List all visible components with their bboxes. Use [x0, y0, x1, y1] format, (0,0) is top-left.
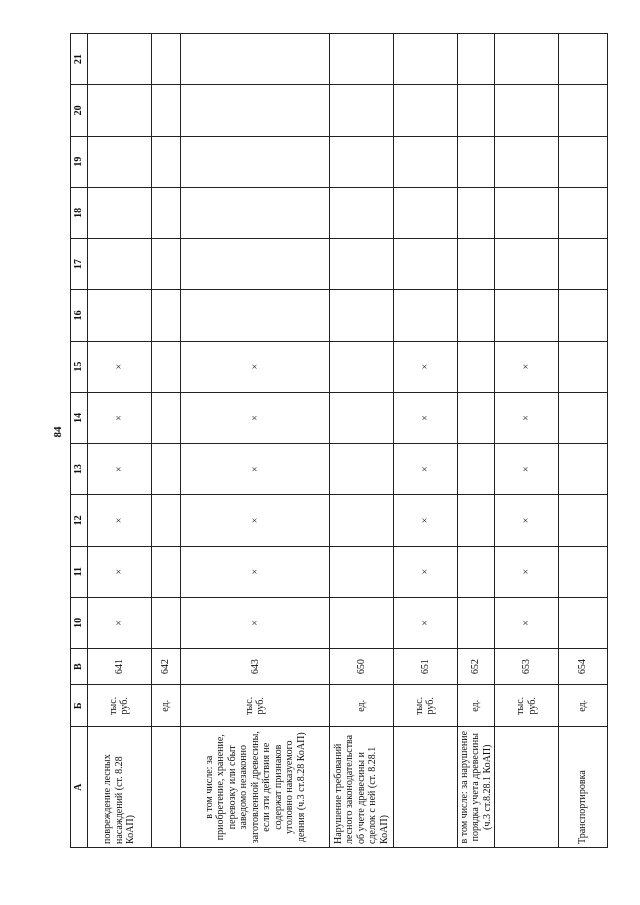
- line-code-cell: 651: [393, 649, 457, 685]
- value-cell: [330, 392, 394, 443]
- unit-cell: тыс. руб.: [393, 685, 457, 727]
- line-code-cell: 654: [559, 649, 608, 685]
- value-cell: ×: [495, 392, 559, 443]
- table-row: [88, 34, 152, 848]
- value-cell: [457, 290, 495, 341]
- header-cell: 20: [71, 85, 88, 136]
- value-cell: [151, 239, 181, 290]
- indicator-name-cell: в том числе: за приобретение, хранение, перевозку или сбыт заведомо незаконно заготовленной древесины, если эти действия не содержат признаков уголовно наказуемого деяния (ч.3 ст.8.28 КоАП): [181, 727, 330, 848]
- value-cell: [88, 239, 152, 290]
- value-cell: [559, 597, 608, 648]
- table-row: [181, 34, 330, 848]
- value-cell: [151, 85, 181, 136]
- value-cell: ×: [181, 495, 330, 546]
- value-cell: [151, 392, 181, 443]
- unit-cell: тыс. руб.: [88, 685, 152, 727]
- value-cell: ×: [393, 495, 457, 546]
- line-code-cell: 641: [88, 649, 152, 685]
- table-row: [457, 34, 495, 848]
- value-cell: ×: [495, 495, 559, 546]
- value-cell: [330, 85, 394, 136]
- table-row: [151, 34, 181, 848]
- value-cell: ×: [393, 546, 457, 597]
- value-cell: ×: [181, 444, 330, 495]
- value-cell: [457, 136, 495, 187]
- value-cell: ×: [181, 597, 330, 648]
- table-body: [88, 34, 608, 848]
- value-cell: [181, 34, 330, 85]
- header-cell: В: [71, 649, 88, 685]
- table-row: [330, 34, 394, 848]
- statistics-table: [70, 33, 608, 848]
- unit-cell: ед.: [151, 685, 181, 727]
- value-cell: [181, 187, 330, 238]
- value-cell: [330, 187, 394, 238]
- value-cell: [151, 495, 181, 546]
- value-cell: ×: [88, 341, 152, 392]
- value-cell: [88, 85, 152, 136]
- value-cell: [559, 239, 608, 290]
- value-cell: [559, 136, 608, 187]
- value-cell: [181, 136, 330, 187]
- value-cell: ×: [88, 392, 152, 443]
- value-cell: [495, 239, 559, 290]
- value-cell: ×: [393, 392, 457, 443]
- value-cell: [559, 341, 608, 392]
- value-cell: [559, 444, 608, 495]
- value-cell: [151, 136, 181, 187]
- value-cell: ×: [495, 597, 559, 648]
- value-cell: ×: [393, 444, 457, 495]
- value-cell: [330, 290, 394, 341]
- value-cell: [88, 34, 152, 85]
- value-cell: [88, 187, 152, 238]
- unit-cell: ед.: [457, 685, 495, 727]
- value-cell: [457, 239, 495, 290]
- value-cell: [559, 85, 608, 136]
- header-row: [71, 34, 88, 848]
- value-cell: [457, 597, 495, 648]
- value-cell: [330, 341, 394, 392]
- unit-cell: тыс. руб.: [495, 685, 559, 727]
- value-cell: [559, 495, 608, 546]
- value-cell: [151, 34, 181, 85]
- rotated-table-frame: [70, 33, 608, 848]
- header-cell: 15: [71, 341, 88, 392]
- indicator-name-cell: в том числе: за нарушение порядка учета древесины (ч.3 ст.8.28.1 КоАП): [457, 727, 495, 848]
- value-cell: [457, 495, 495, 546]
- value-cell: ×: [393, 597, 457, 648]
- value-cell: [330, 597, 394, 648]
- indicator-name-cell: Нарушение требований лесного законодательства об учете древесины и сделок с ней (ст. 8.28.1 КоАП): [330, 727, 394, 848]
- value-cell: [457, 34, 495, 85]
- value-cell: [457, 187, 495, 238]
- value-cell: [330, 34, 394, 85]
- header-cell: 13: [71, 444, 88, 495]
- value-cell: [457, 341, 495, 392]
- value-cell: [457, 546, 495, 597]
- value-cell: ×: [181, 392, 330, 443]
- value-cell: [393, 136, 457, 187]
- value-cell: [393, 34, 457, 85]
- line-code-cell: 652: [457, 649, 495, 685]
- value-cell: ×: [88, 546, 152, 597]
- value-cell: [181, 85, 330, 136]
- header-cell: 17: [71, 239, 88, 290]
- value-cell: [559, 34, 608, 85]
- value-cell: [559, 392, 608, 443]
- unit-cell: тыс. руб.: [181, 685, 330, 727]
- table-row: [559, 34, 608, 848]
- value-cell: ×: [88, 495, 152, 546]
- page-number: 84: [52, 426, 64, 438]
- unit-cell: ед.: [559, 685, 608, 727]
- value-cell: ×: [181, 546, 330, 597]
- value-cell: [559, 546, 608, 597]
- value-cell: ×: [88, 444, 152, 495]
- indicator-name-cell: [393, 727, 457, 848]
- line-code-cell: 642: [151, 649, 181, 685]
- value-cell: [330, 495, 394, 546]
- header-cell: 12: [71, 495, 88, 546]
- value-cell: ×: [181, 341, 330, 392]
- value-cell: ×: [495, 341, 559, 392]
- value-cell: [559, 290, 608, 341]
- value-cell: [393, 85, 457, 136]
- table-container: [70, 33, 608, 848]
- value-cell: [495, 290, 559, 341]
- value-cell: [457, 392, 495, 443]
- value-cell: [495, 187, 559, 238]
- value-cell: [393, 290, 457, 341]
- value-cell: [151, 444, 181, 495]
- header-cell: 14: [71, 392, 88, 443]
- table-row: [495, 34, 559, 848]
- value-cell: [393, 187, 457, 238]
- value-cell: [330, 136, 394, 187]
- header-cell: А: [71, 727, 88, 848]
- value-cell: [330, 546, 394, 597]
- value-cell: [181, 239, 330, 290]
- header-cell: 11: [71, 546, 88, 597]
- value-cell: [151, 290, 181, 341]
- value-cell: [457, 85, 495, 136]
- header-cell: 21: [71, 34, 88, 85]
- value-cell: [495, 136, 559, 187]
- indicator-name-cell: [495, 727, 559, 848]
- value-cell: ×: [393, 341, 457, 392]
- value-cell: [457, 444, 495, 495]
- value-cell: [88, 136, 152, 187]
- line-code-cell: 643: [181, 649, 330, 685]
- indicator-name-cell: повреждение лесных насаждений (ст. 8.28 КоАП): [88, 727, 152, 848]
- header-cell: 18: [71, 187, 88, 238]
- value-cell: ×: [495, 546, 559, 597]
- value-cell: [181, 290, 330, 341]
- value-cell: [151, 187, 181, 238]
- indicator-name-cell: Транспортировка: [559, 727, 608, 848]
- value-cell: [330, 444, 394, 495]
- line-code-cell: 650: [330, 649, 394, 685]
- header-cell: 16: [71, 290, 88, 341]
- indicator-name-cell: [151, 727, 181, 848]
- table-row: [393, 34, 457, 848]
- line-code-cell: 653: [495, 649, 559, 685]
- header-cell: 19: [71, 136, 88, 187]
- value-cell: ×: [495, 444, 559, 495]
- value-cell: [330, 239, 394, 290]
- value-cell: [393, 239, 457, 290]
- value-cell: [88, 290, 152, 341]
- value-cell: [559, 187, 608, 238]
- value-cell: [495, 34, 559, 85]
- value-cell: [151, 546, 181, 597]
- value-cell: ×: [88, 597, 152, 648]
- header-cell: 10: [71, 597, 88, 648]
- value-cell: [151, 341, 181, 392]
- header-cell: Б: [71, 685, 88, 727]
- value-cell: [151, 597, 181, 648]
- value-cell: [495, 85, 559, 136]
- unit-cell: ед.: [330, 685, 394, 727]
